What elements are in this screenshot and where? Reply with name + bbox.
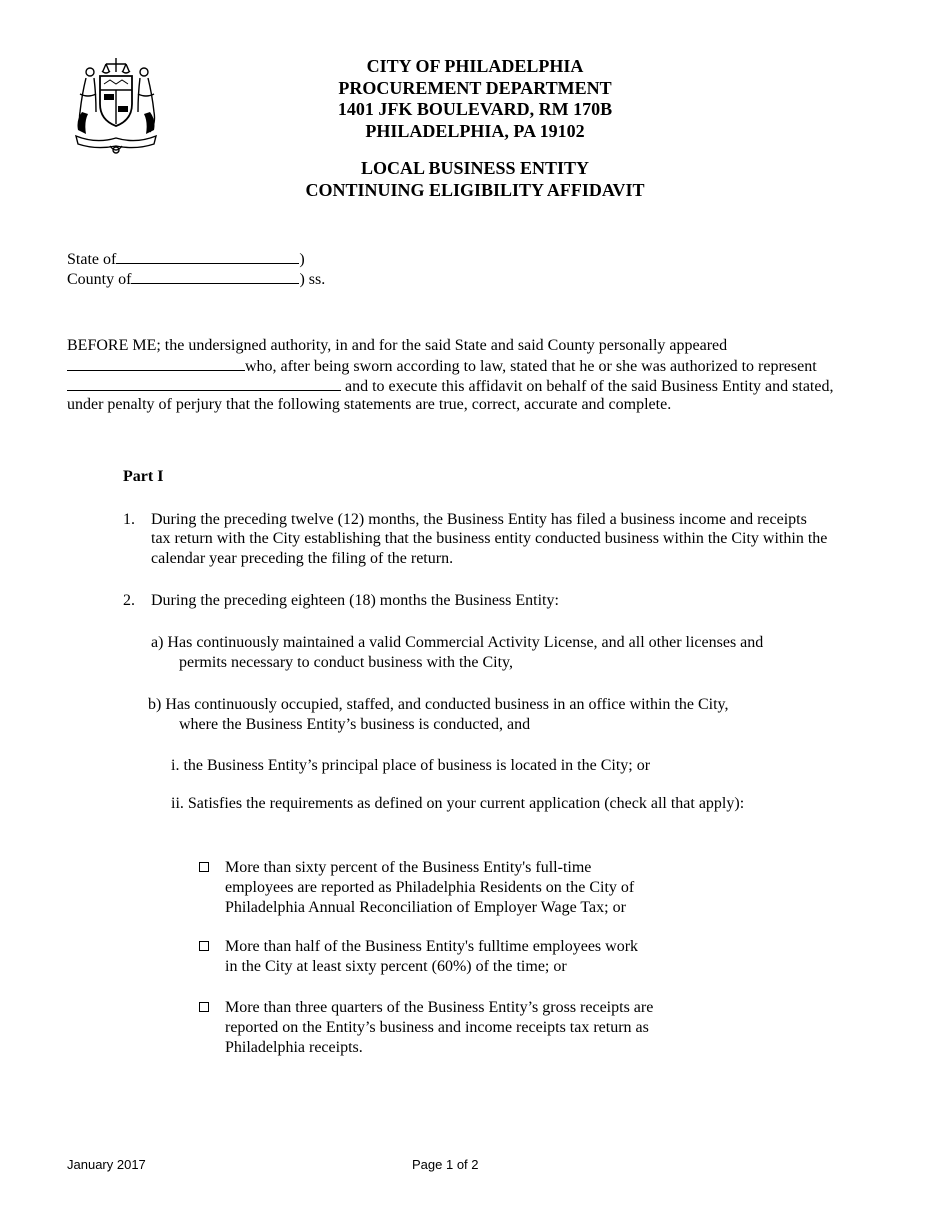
option-3-checkbox[interactable] (199, 1002, 209, 1012)
option-1-line-2: employees are reported as Philadelphia Residents on the City of (225, 879, 635, 896)
header-city-state-zip: PHILADELPHIA, PA 19102 (365, 120, 585, 141)
county-of-line (67, 268, 325, 290)
state-close-paren: ) (299, 251, 305, 268)
state-of-label: State of (67, 251, 117, 268)
department-address-header (200, 56, 750, 142)
intro-line-3 (67, 375, 833, 397)
county-blank-field[interactable] (131, 268, 299, 284)
sub-b-line-1: b) Has continuously occupied, staffed, and conducted business in an office within the City, (148, 696, 729, 713)
header-department: PROCUREMENT DEPARTMENT (338, 77, 612, 98)
state-of-line (67, 248, 305, 270)
document-title (200, 157, 750, 201)
intro-line-1: BEFORE ME; the undersigned authority, in and for the said State and said County personally appeared (67, 337, 728, 354)
header-city: CITY OF PHILADELPHIA (366, 56, 584, 76)
title-line-2: CONTINUING ELIGIBILITY AFFIDAVIT (305, 180, 645, 200)
title-line-1: LOCAL BUSINESS ENTITY (360, 158, 590, 178)
item-1-line-1: During the preceding twelve (12) months, the Business Entity has filed a business income and receipts (151, 511, 807, 528)
item-1-line-3: calendar year preceding the filing of the return. (151, 550, 454, 567)
footer-date: January 2017 (67, 1157, 146, 1172)
option-2-line-2: in the City at least sixty percent (60%) of the time; or (225, 958, 567, 975)
sub-b-line-2: where the Business Entity’s business is conducted, and (179, 716, 531, 733)
city-seal-logo (66, 54, 166, 154)
sub-a-line-1: a) Has continuously maintained a valid Commercial Activity License, and all other licenses and (151, 634, 764, 651)
item-2-number: 2. (123, 592, 135, 609)
footer-page-number: Page 1 of 2 (412, 1157, 479, 1172)
option-3-line-2: reported on the Entity’s business and income receipts tax return as (225, 1019, 649, 1036)
county-close-ss: ) ss. (299, 271, 326, 288)
sub-a-line-2: permits necessary to conduct business with the City, (179, 654, 514, 671)
county-of-label: County of (67, 271, 132, 288)
part-heading: Part I (123, 468, 164, 485)
item-1-number: 1. (123, 511, 135, 528)
intro-line-3-text: and to execute this affidavit on behalf of the said Business Entity and stated, (341, 378, 834, 395)
intro-line-2 (67, 355, 817, 377)
item-2-text: During the preceding eighteen (18) months the Business Entity: (151, 592, 559, 609)
option-1-line-1: More than sixty percent of the Business Entity's full-time (225, 859, 592, 876)
option-2-checkbox[interactable] (199, 941, 209, 951)
sub-ii-text: ii. Satisfies the requirements as defined on your current application (check all that apply): (171, 795, 745, 812)
item-1-line-2: tax return with the City establishing that the business entity conducted business within the City within the (151, 530, 828, 547)
option-1-line-3: Philadelphia Annual Reconciliation of Employer Wage Tax; or (225, 899, 626, 916)
sub-i-text: i. the Business Entity’s principal place of business is located in the City; or (171, 757, 651, 774)
option-3-line-1: More than three quarters of the Business Entity’s gross receipts are (225, 999, 654, 1016)
option-1-checkbox[interactable] (199, 862, 209, 872)
intro-line-2-text: who, after being sworn according to law, stated that he or she was authorized to represent (245, 358, 817, 375)
option-3-line-3: Philadelphia receipts. (225, 1039, 363, 1056)
option-2-line-1: More than half of the Business Entity's fulltime employees work (225, 938, 639, 955)
intro-line-4: under penalty of perjury that the following statements are true, correct, accurate and complete. (67, 396, 672, 413)
header-street: 1401 JFK BOULEVARD, RM 170B (337, 99, 613, 119)
business-entity-blank-field[interactable] (67, 375, 341, 391)
affiant-name-blank-field[interactable] (67, 355, 245, 371)
state-blank-field[interactable] (116, 248, 299, 264)
